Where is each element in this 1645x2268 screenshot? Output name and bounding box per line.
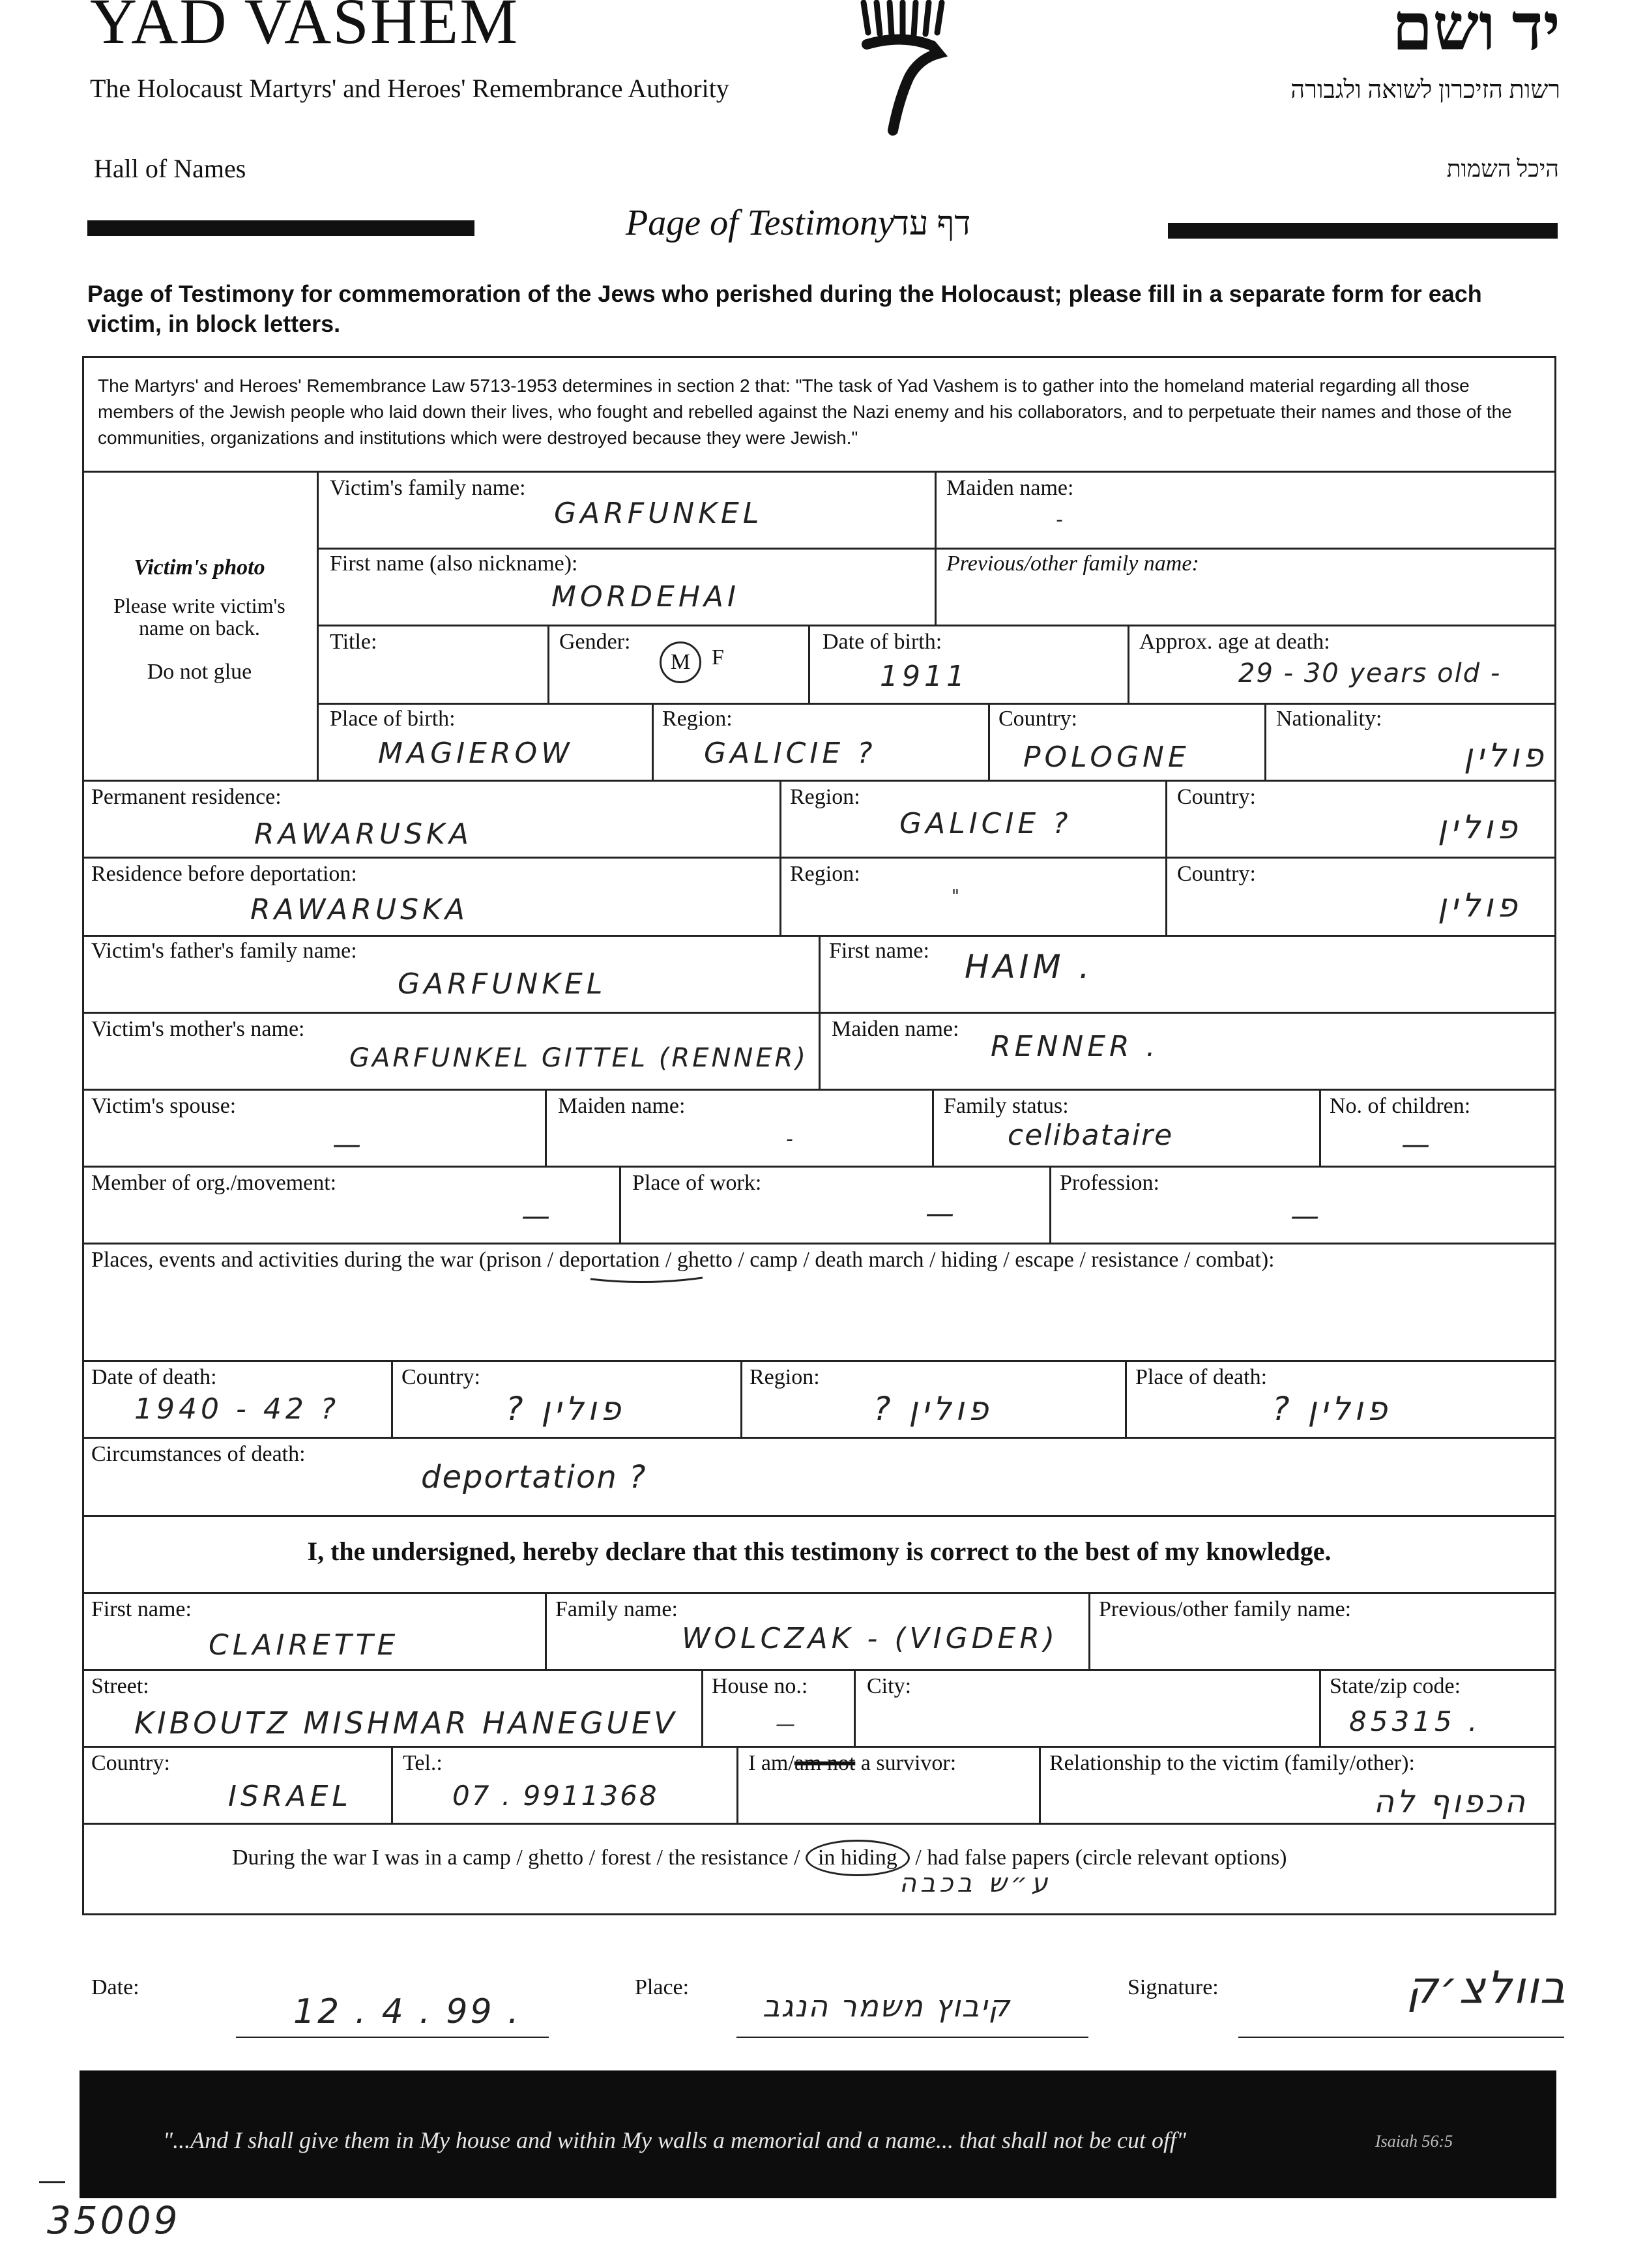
title-bar-right: [1168, 223, 1558, 239]
footer-quote: "...And I shall give them in My house and within My walls a memorial and a name... that shall not be cut off": [163, 2127, 1187, 2153]
value-submitter-country[interactable]: ISRAEL: [228, 1780, 352, 1813]
value-mother-maiden-name[interactable]: RENNER .: [991, 1030, 1159, 1063]
value-profession[interactable]: —: [1290, 1200, 1323, 1233]
photo-no-glue: Do not glue: [147, 660, 252, 684]
label-state-zip: State/zip code:: [1330, 1674, 1461, 1698]
signature-line: [1238, 2037, 1564, 2038]
value-signature[interactable]: בוולצ׳ק: [1406, 1962, 1567, 2014]
value-family-status[interactable]: celibataire: [1008, 1119, 1174, 1152]
yad-vashem-logo: [854, 0, 952, 143]
value-place-of-death[interactable]: פולין ?: [1272, 1390, 1391, 1428]
label-place-of-death: Place of death:: [1135, 1365, 1268, 1389]
value-no-of-children[interactable]: —: [1401, 1128, 1434, 1161]
value-spouse[interactable]: —: [332, 1128, 365, 1161]
label-gender: Gender:: [559, 630, 631, 654]
value-house-no[interactable]: —: [776, 1713, 799, 1736]
value-family-name[interactable]: GARFUNKEL: [554, 497, 763, 530]
label-spouse: Victim's spouse:: [91, 1094, 237, 1118]
value-state-zip[interactable]: 85315 .: [1349, 1705, 1481, 1737]
org-name-en: YAD VASHEM: [90, 0, 519, 57]
value-member-org[interactable]: —: [521, 1200, 554, 1233]
gender-f-option[interactable]: F: [712, 645, 724, 670]
label-family-status: Family status:: [944, 1094, 1069, 1118]
label-war-status: During the war I was in a camp / ghetto / forest / the resistance / in hiding / had false papers (circle relevant options): [232, 1840, 1287, 1876]
value-birth-region[interactable]: GALICIE ?: [704, 737, 877, 770]
org-subtitle-en: The Holocaust Martyrs' and Heroes' Remembrance Authority: [90, 74, 729, 103]
deportation-underline: [588, 1274, 705, 1287]
label-spouse-maiden-name: Maiden name:: [558, 1094, 686, 1118]
hall-of-names-en: Hall of Names: [94, 154, 246, 183]
label-death-country: Country:: [401, 1365, 480, 1389]
intro-text: Page of Testimony for commemoration of the Jews who perished during the Holocaust; please fill in a separate form for each victim, in block letters.: [87, 280, 1482, 337]
value-death-country[interactable]: פולין ?: [506, 1390, 625, 1428]
label-birth-region: Region:: [662, 707, 733, 731]
label-signature: Signature:: [1128, 1975, 1219, 1999]
footer-source: Isaiah 56:5: [1375, 2132, 1453, 2151]
org-name-he: יד ושם: [1391, 0, 1560, 64]
value-res-region[interactable]: ": [952, 887, 963, 906]
label-father-first-name: First name:: [829, 939, 929, 963]
label-survivor: I am/am not a survivor:: [748, 1751, 957, 1775]
value-street[interactable]: KIBOUTZ MISHMAR HANEGUEV: [134, 1705, 678, 1741]
label-res-region: Region:: [790, 862, 860, 886]
label-circumstances: Circumstances of death:: [91, 1442, 306, 1466]
label-submitter-country: Country:: [91, 1751, 170, 1775]
label-place: Place:: [635, 1975, 690, 1999]
label-tel: Tel.:: [403, 1751, 443, 1775]
value-maiden-name[interactable]: -: [1056, 508, 1067, 531]
value-place[interactable]: קיבוץ משמר הנגב: [763, 1988, 1012, 2024]
form-title-en: Page of Testimony: [626, 203, 894, 243]
value-circumstances[interactable]: deportation ?: [421, 1459, 647, 1495]
file-number: 35009: [47, 2198, 181, 2243]
label-mother-name: Victim's mother's name:: [91, 1017, 305, 1041]
value-submitter-family-name[interactable]: WOLCZAK - (VIGDER): [682, 1622, 1059, 1655]
gender-m-option[interactable]: M: [660, 641, 701, 683]
title-bar-left: [87, 220, 474, 236]
hall-of-names-he: היכל השמות: [1446, 156, 1559, 182]
value-date-of-birth[interactable]: 1911: [880, 660, 968, 693]
org-subtitle-he: רשות הזיכרון לשואה ולגבורה: [1290, 76, 1560, 104]
label-family-name: Victim's family name:: [330, 476, 526, 500]
label-house-no: House no.:: [712, 1674, 808, 1698]
value-perm-country[interactable]: פולין: [1437, 808, 1521, 846]
value-relationship[interactable]: הכפוף לה: [1373, 1784, 1528, 1820]
value-nationality[interactable]: פולין: [1463, 737, 1547, 774]
label-approx-age: Approx. age at death:: [1139, 630, 1330, 654]
value-approx-age[interactable]: 29 - 30 years old -: [1238, 658, 1502, 688]
value-spouse-maiden-name[interactable]: -: [786, 1128, 797, 1151]
label-father-family-name: Victim's father's family name:: [91, 939, 357, 963]
value-res-country[interactable]: פולין: [1437, 887, 1521, 924]
value-place-of-birth[interactable]: MAGIEROW: [378, 737, 574, 770]
war-option-in-hiding[interactable]: in hiding: [806, 1840, 910, 1876]
label-perm-country: Country:: [1177, 785, 1256, 809]
label-previous-family-name: Previous/other family name:: [946, 552, 1199, 576]
value-place-of-work[interactable]: —: [925, 1197, 958, 1230]
margin-mark: [39, 2181, 65, 2183]
value-father-first-name[interactable]: HAIM .: [965, 948, 1094, 986]
value-hiding-note: ע״ש בכבה: [899, 1868, 1052, 1898]
value-first-name[interactable]: MORDEHAI: [551, 580, 740, 613]
label-date: Date:: [91, 1975, 139, 1999]
label-first-name: First name (also nickname):: [330, 552, 578, 576]
value-death-region[interactable]: פולין ?: [873, 1390, 993, 1428]
label-member-org: Member of org./movement:: [91, 1171, 337, 1195]
photo-title: Victim's photo: [134, 555, 265, 580]
label-submitter-family-name: Family name:: [555, 1597, 678, 1621]
date-line: [236, 2037, 549, 2038]
label-place-of-birth: Place of birth:: [330, 707, 456, 731]
value-mother-name[interactable]: GARFUNKEL GITTEL (RENNER): [349, 1043, 808, 1073]
label-perm-region: Region:: [790, 785, 860, 809]
label-permanent-residence: Permanent residence:: [91, 785, 282, 809]
label-nationality: Nationality:: [1276, 707, 1382, 731]
declaration: I, the undersigned, hereby declare that this testimony is correct to the best of my knowledge.: [307, 1537, 1332, 1566]
label-street: Street:: [91, 1674, 149, 1698]
law-text: The Martyrs' and Heroes' Remembrance Law 5713-1953 determines in section 2 that: "The task of Yad Vashem is to gather into the homeland material regarding all those members of the Jewish people who laid down their lives, who fought and rebelled against the Nazi enemy and his collaborators, and to perpetuate their names and those of the communities, organizations and institutions which were destroyed because they were Jewish.": [98, 376, 1512, 448]
label-relationship: Relationship to the victim (family/other):: [1049, 1751, 1415, 1775]
value-permanent-residence[interactable]: RAWARUSKA: [254, 817, 473, 851]
label-maiden-name: Maiden name:: [946, 476, 1074, 500]
value-father-family-name[interactable]: GARFUNKEL: [398, 967, 607, 1001]
label-submitter-previous-family-name: Previous/other family name:: [1099, 1597, 1352, 1621]
value-tel[interactable]: 07 . 9911368: [452, 1780, 659, 1812]
survivor-struck-option: am not: [794, 1751, 856, 1775]
label-places-events: Places, events and activities during the war (prison / deportation / ghetto / camp / death march / hiding / escape / resistance / combat):: [91, 1248, 1275, 1272]
value-residence-before-deportation[interactable]: RAWARUSKA: [250, 893, 469, 926]
label-no-of-children: No. of children:: [1330, 1094, 1471, 1118]
value-date[interactable]: 12 . 4 . 99 .: [293, 1992, 521, 2031]
value-submitter-first-name[interactable]: CLAIRETTE: [209, 1628, 400, 1662]
photo-instruction: Please write victim's name on back.: [113, 594, 285, 640]
label-mother-maiden-name: Maiden name:: [832, 1017, 959, 1041]
label-title: Title:: [330, 630, 377, 654]
label-residence-before-deportation: Residence before deportation:: [91, 862, 357, 886]
label-place-of-work: Place of work:: [632, 1171, 762, 1195]
label-date-of-death: Date of death:: [91, 1365, 217, 1389]
label-profession: Profession:: [1060, 1171, 1159, 1195]
form-title-he: דף עד: [893, 205, 971, 243]
label-birth-country: Country:: [998, 707, 1077, 731]
label-res-country: Country:: [1177, 862, 1256, 886]
value-date-of-death[interactable]: 1940 - 42 ?: [134, 1392, 340, 1426]
label-city: City:: [867, 1674, 912, 1698]
label-death-region: Region:: [750, 1365, 820, 1389]
place-line: [736, 2037, 1088, 2038]
value-birth-country[interactable]: POLOGNE: [1023, 741, 1190, 774]
label-date-of-birth: Date of birth:: [822, 630, 942, 654]
label-submitter-first-name: First name:: [91, 1597, 192, 1621]
value-perm-region[interactable]: GALICIE ?: [899, 807, 1072, 840]
